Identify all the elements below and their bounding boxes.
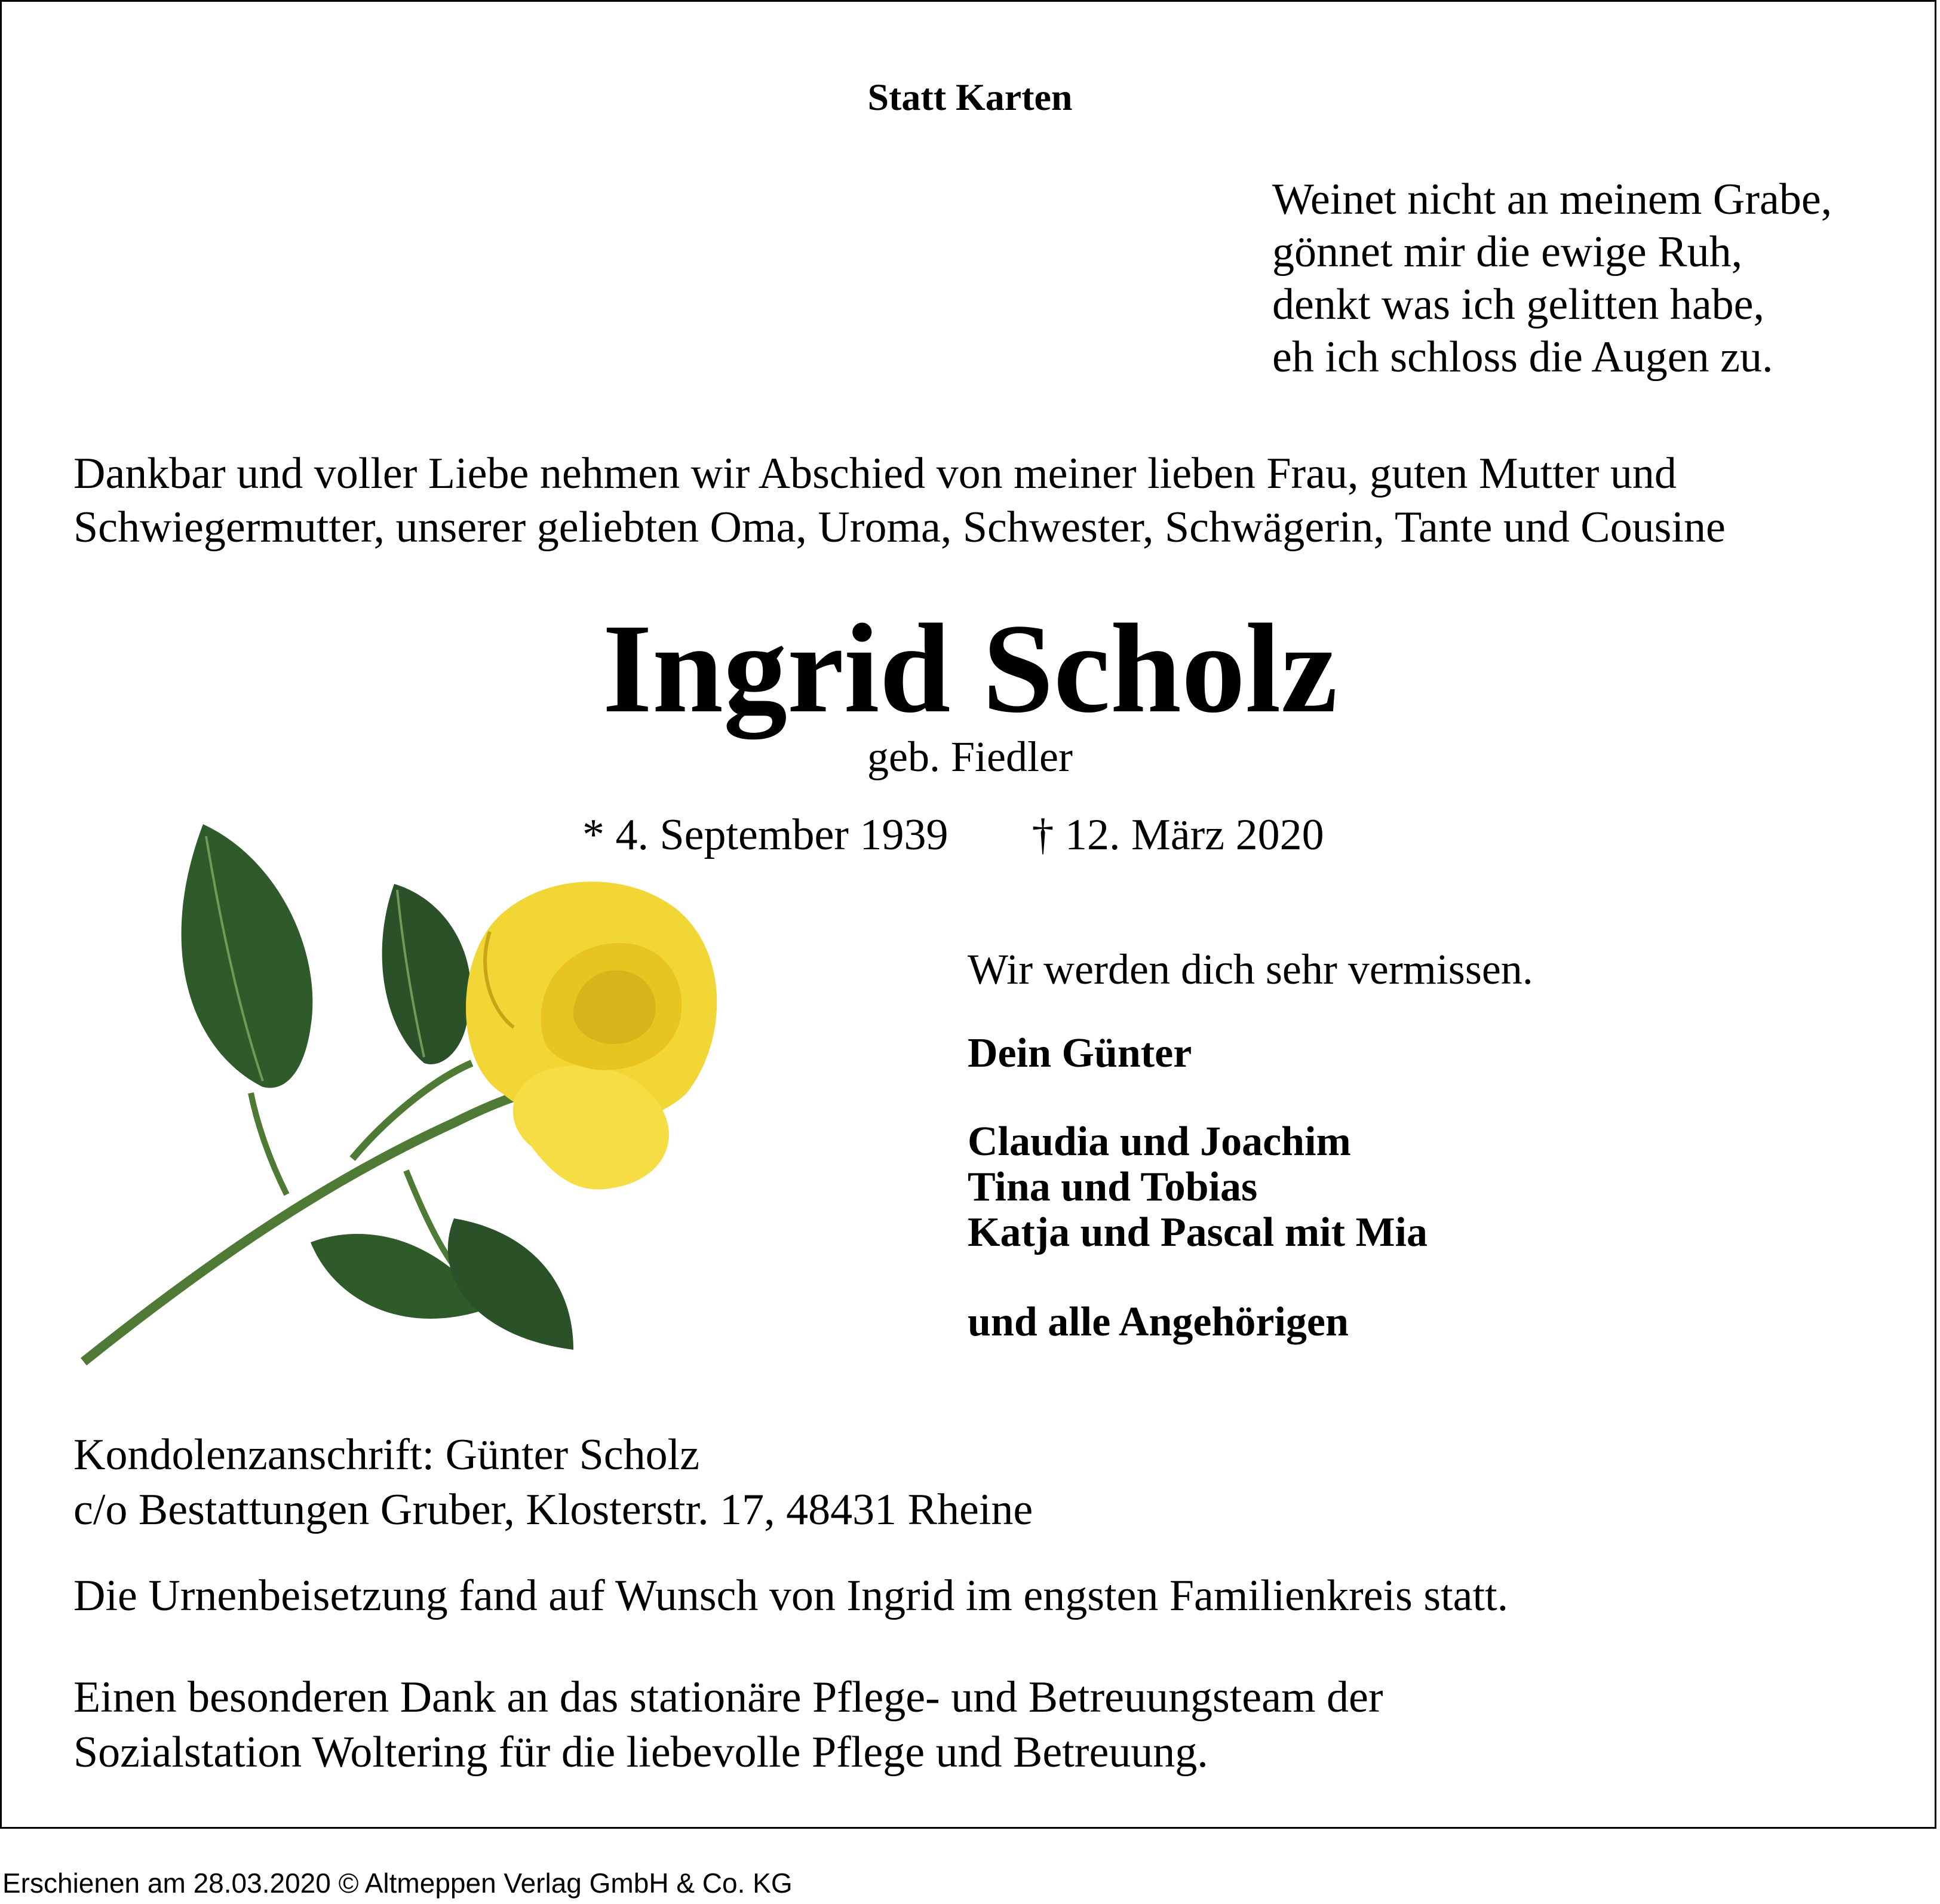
thanks-note — [73, 1670, 1383, 1780]
address-line: c/o Bestattungen Gruber, Klosterstr. 17, 48431 Rheine — [73, 1485, 1033, 1534]
rose-leaf — [448, 1218, 573, 1350]
mourner-family: Katja und Pascal mit Mia — [968, 1209, 1428, 1255]
mourner-family: Tina und Tobias — [968, 1164, 1258, 1210]
mourner-relatives: und alle Angehörigen — [968, 1299, 1349, 1345]
poem-line: eh ich schloss die Augen zu. — [1272, 333, 1773, 382]
deceased-name: Ingrid Scholz — [602, 598, 1338, 739]
poem-line: gönnet mir die ewige Ruh, — [1272, 228, 1743, 277]
intro-line: Schwiegermutter, unserer geliebten Oma, Uroma, Schwester, Schwägerin, Tante und Cousine — [73, 503, 1726, 552]
rose-branch — [251, 1093, 287, 1194]
farewell-line: Wir werden dich sehr vermissen. — [968, 945, 1533, 993]
rose-leaf — [182, 824, 313, 1088]
burial-note: Die Urnenbeisetzung fand auf Wunsch von Ingrid im engsten Familienkreis statt. — [73, 1571, 1509, 1620]
condolence-address — [73, 1427, 1033, 1537]
maiden-name: geb. Fiedler — [867, 733, 1073, 781]
publication-footer: Erschienen am 28.03.2020 © Altmeppen Verlag GmbH & Co. KG — [2, 1868, 793, 1899]
intro-line: Dankbar und voller Liebe nehmen wir Abschied von meiner lieben Frau, guten Mutter und — [73, 449, 1677, 498]
rose-bloom — [466, 882, 717, 1189]
mourner-family: Claudia und Joachim — [968, 1119, 1351, 1165]
yellow-rose-icon — [72, 812, 788, 1398]
birth-date: * 4. September 1939 — [582, 810, 948, 859]
poem-line: Weinet nicht an meinem Grabe, — [1272, 175, 1832, 224]
death-date: † 12. März 2020 — [1032, 810, 1324, 859]
address-line: Kondolenzanschrift: Günter Scholz — [73, 1430, 700, 1479]
rose-leaf — [382, 884, 471, 1064]
poem-line: denkt was ich gelitten habe, — [1272, 280, 1765, 329]
mourner-spouse: Dein Günter — [968, 1030, 1192, 1076]
poem — [1272, 173, 1832, 383]
intro-text — [73, 447, 1726, 554]
notice-heading: Statt Karten — [867, 76, 1073, 118]
thanks-line: Einen besonderen Dank an das stationäre Pflege- und Betreuungsteam der — [73, 1673, 1383, 1722]
thanks-line: Sozialstation Woltering für die liebevolle Pflege und Betreuung. — [73, 1728, 1208, 1777]
